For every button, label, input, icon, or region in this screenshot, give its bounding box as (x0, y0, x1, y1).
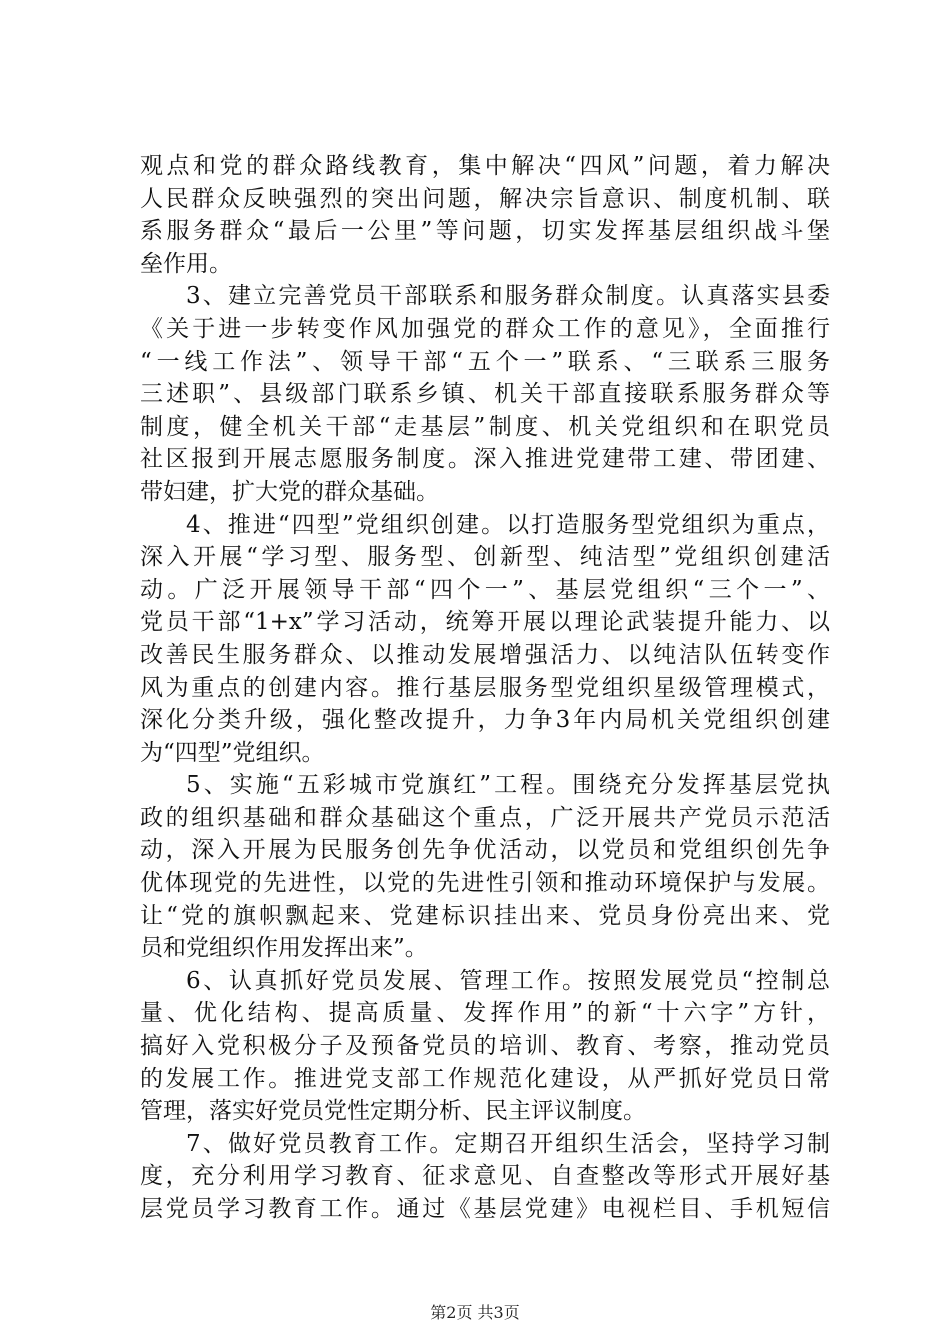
body-line: 社区报到开展志愿服务制度。深入推进党建带工建、带团建、 (140, 446, 830, 473)
paragraph-4-start: 4、推进“四型”党组织创建。以打造服务型党组织为重点， (186, 511, 830, 538)
paragraph-6-start: 6、认真抓好党员发展、管理工作。按照发展党员“控制总 (186, 967, 830, 994)
body-line: 量、优化结构、提高质量、发挥作用”的新“十六字”方针， (140, 1000, 830, 1027)
body-line: 深化分类升级，强化整改提升，力争3年内局机关党组织创建 (140, 707, 830, 734)
body-line: 政的组织基础和群众基础这个重点，广泛开展共产党员示范活 (140, 804, 830, 831)
body-line: 层党员学习教育工作。通过《基层党建》电视栏目、手机短信 (140, 1196, 830, 1222)
document-body (140, 150, 830, 1226)
body-line: 的发展工作。推进党支部工作规范化建设，从严抓好党员日常 (140, 1065, 830, 1092)
body-line: 深入开展“学习型、服务型、创新型、纯洁型”党组织创建活 (140, 544, 830, 571)
body-line: 三述职”、县级部门联系乡镇、机关干部直接联系服务群众等 (140, 381, 830, 408)
body-line: 观点和党的群众路线教育，集中解决“四风”问题，着力解决 (140, 153, 830, 179)
paragraph-5-start: 5、实施“五彩城市党旗红”工程。围绕充分发挥基层党执 (186, 772, 830, 799)
paragraph-7-start: 7、做好党员教育工作。定期召开组织生活会，坚持学习制 (186, 1130, 830, 1157)
body-line: 动。广泛开展领导干部“四个一”、基层党组织“三个一”、 (140, 576, 830, 603)
body-line: 党员干部“1+x”学习活动，统筹开展以理论武装提升能力、以 (140, 609, 830, 636)
body-line: 人民群众反映强烈的突出问题，解决宗旨意识、制度机制、联 (140, 185, 830, 212)
body-line: 带妇建，扩大党的群众基础。 (140, 478, 439, 505)
page-footer: 第2页 共3页 (430, 1303, 520, 1322)
body-line: 优体现党的先进性，以党的先进性引领和推动环境保护与发展。 (140, 870, 830, 897)
body-line: 搞好入党积极分子及预备党员的培训、教育、考察，推动党员 (140, 1033, 830, 1060)
paragraph-3-start: 3、建立完善党员干部联系和服务群众制度。认真落实县委 (186, 283, 830, 310)
body-line: 员和党组织作用发挥出来”。 (140, 935, 428, 962)
body-line: 《关于进一步转变作风加强党的群众工作的意见》，全面推行 (140, 315, 830, 342)
body-line: 风为重点的创建内容。推行基层服务型党组织星级管理模式， (140, 674, 830, 701)
body-line: 制度，健全机关干部“走基层”制度、机关党组织和在职党员 (140, 413, 830, 440)
body-line: 为“四型”党组织。 (140, 739, 325, 766)
body-line: 系服务群众“最后一公里”等问题，切实发挥基层组织战斗堡 (140, 218, 830, 245)
body-line: 管理，落实好党员党性定期分析、民主评议制度。 (140, 1098, 646, 1125)
body-line: 动，深入开展为民服务创先争优活动，以党员和党组织创先争 (140, 837, 830, 864)
body-line: 垒作用。 (140, 250, 232, 277)
body-line: “一线工作法”、领导干部“五个一”联系、“三联系三服务 (140, 348, 830, 375)
body-line: 让“党的旗帜飘起来、党建标识挂出来、党员身份亮出来、党 (140, 902, 830, 929)
body-line: 改善民生服务群众、以推动发展增强活力、以纯洁队伍转变作 (140, 641, 830, 668)
body-line: 度，充分利用学习教育、征求意见、自查整改等形式开展好基 (140, 1163, 830, 1190)
